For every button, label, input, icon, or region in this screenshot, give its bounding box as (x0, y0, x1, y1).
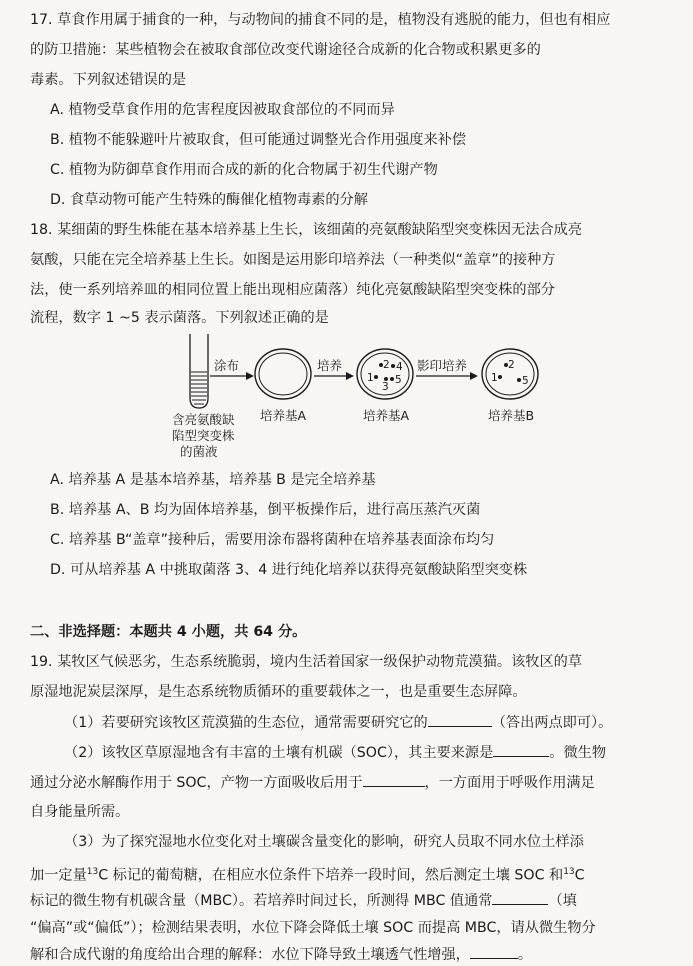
replica-plating-figure (170, 330, 550, 462)
q19-line-9 (30, 890, 577, 911)
answer-blank[interactable] (493, 742, 549, 757)
tube-label-line-3: 的菌液 (180, 444, 218, 459)
q18-option-a: A. 培养基 A 是基本培养基，培养基 B 是完全培养基 (50, 472, 376, 488)
q19-part3: （3）为了探究湿地水位变化对土壤碳含量变化的影响，研究人员取不同水位土样添 (64, 834, 584, 850)
q19-line-8 (30, 862, 585, 886)
answer-blank[interactable] (492, 890, 548, 905)
q19-line-1: 19. 某牧区气候恶劣，生态系统脆弱，境内生活着国家一级保护动物荒漠猫。该牧区的草 (30, 654, 583, 670)
q19-part2-tail: 。微生物 (549, 745, 607, 761)
q17-stem-line-3: 毒素。下列叙述错误的是 (30, 72, 187, 88)
q19-line-9-tail: （填 (548, 893, 577, 909)
colony-dot (498, 375, 502, 379)
q18-option-d: D. 可从培养基 A 中挑取菌落 3、4 进行纯化培养以获得亮氨酸缺陷型突变株 (50, 562, 528, 578)
q19-line-5-text: 通过分泌水解酶作用于 SOC，产物一方面吸收后用于 (30, 775, 363, 791)
petri-dish-empty (255, 349, 311, 399)
q17-option-b: B. 植物不能躲避叶片被取食，但可能通过调整光合作用强度来补偿 (50, 132, 467, 148)
q19-line-11-text: 解和合成代谢的角度给出合理的解释：水位下降导致土壤透气性增强， (30, 947, 470, 963)
superscript: 13 (563, 867, 575, 877)
answer-blank[interactable] (470, 944, 518, 959)
q18-option-c: C. 培养基 B“盖章”接种后，需要用涂布器将菌种在培养基表面涂布均匀 (50, 532, 495, 548)
q18-stem-line-1: 18. 某细菌的野生株能在基本培养基上生长，该细菌的亮氨酸缺陷型突变株因无法合成亮 (30, 222, 583, 238)
answer-blank[interactable] (363, 772, 425, 787)
tube-label-line-2: 陷型突变株 (172, 428, 235, 443)
q19-line-10: “偏高”或“偏低”）；检测结果表明，水位下降会降低土壤 SOC 而提高 MBC，请从微生物分 (30, 920, 596, 936)
q19-part1-text: （1）若要研究该牧区荒漠猫的生态位，通常需要研究它的 (64, 715, 428, 731)
q19-part1 (64, 712, 612, 733)
plate3-label: 培养基B (488, 408, 535, 423)
colony-dot (517, 378, 521, 382)
q19-line-5-tail: ，一方面用于呼吸作用满足 (424, 775, 595, 791)
q19-line-6: 自身能量所需。 (30, 804, 130, 820)
colony-label: 4 (396, 361, 403, 373)
q19-line-11 (30, 944, 532, 965)
arrow-spread-label: 涂布 (214, 358, 240, 373)
q17-option-c: C. 植物为防御草食作用而合成的新的化合物属于初生代谢产物 (50, 162, 438, 178)
q17-stem-line-1: 17. 草食作用属于捕食的一种，与动物间的捕食不同的是，植物没有逃脱的能力，但也有相应 (30, 12, 611, 28)
q19-part2-text: （2）该牧区草原湿地含有丰富的土壤有机碳（SOC），其主要来源是 (64, 745, 494, 761)
q19-line-2: 原湿地泥炭层深厚，是生态系统物质循环的重要载体之一，也是重要生态屏障。 (30, 684, 527, 700)
arrow-culture-label: 培养 (317, 358, 343, 373)
tube-label-line-1: 含亮氨酸缺 (172, 412, 235, 427)
arrow-culture (314, 372, 354, 380)
arrow-spread (210, 372, 254, 380)
arrow-replica-label: 影印培养 (417, 358, 468, 373)
arrow-replica (416, 372, 478, 380)
plate2-label: 培养基A (363, 408, 410, 423)
colony-label: 1 (367, 372, 374, 384)
q18-stem-line-2: 氨酸，只能在完全培养基上生长。如图是运用影印培养法（一种类似“盖章”的接种方 (30, 252, 556, 268)
q17-stem-line-2: 的防卫措施：某些植物会在被取食部位改变代谢途径合成新的化合物或积累更多的 (30, 42, 541, 58)
q19-line-9-text: 标记的微生物有机碳含量（MBC）。若培养时间过长，所测得 MBC 值通常 (30, 893, 493, 909)
superscript: 13 (86, 867, 99, 877)
q19-line-8-tail: C (574, 867, 585, 884)
colony-label: 5 (395, 374, 402, 386)
colony-label: 3 (382, 381, 389, 393)
q19-line-8-mid: C 标记的葡萄糖，在相应水位条件下培养一段时间，然后测定土壤 SOC 和 (98, 867, 564, 884)
q18-stem-line-3: 法，使一系列培养皿的相同位置上能出现相应菌落）纯化亮氨酸缺陷型突变株的部分 (30, 282, 555, 298)
colony-dot (390, 377, 394, 381)
q18-option-b: B. 培养基 A、B 均为固体培养基，倒平板操作后，进行高压蒸汽灭菌 (50, 502, 481, 518)
colony-label: 2 (508, 359, 515, 371)
section-heading: 二、非选择题：本题共 4 小题，共 64 分。 (30, 624, 307, 640)
colony-label: 1 (491, 372, 498, 384)
colony-label: 2 (383, 359, 390, 371)
plate1-label: 培养基A (260, 408, 307, 423)
answer-blank[interactable] (428, 712, 492, 727)
test-tube-icon (190, 334, 208, 408)
colony-label: 5 (522, 375, 529, 387)
colony-dot (391, 364, 395, 368)
colony-dot (374, 375, 378, 379)
q17-option-d: D. 食草动物可能产生特殊的酶催化植物毒素的分解 (50, 192, 368, 208)
q19-part1-tail: （答出两点即可）。 (491, 715, 613, 731)
q19-line-8-text: 加一定量 (30, 867, 87, 884)
q19-line-11-tail: 。 (517, 947, 533, 963)
q19-line-5 (30, 772, 595, 793)
q19-part2 (64, 742, 606, 763)
q17-option-a: A. 植物受草食作用的危害程度因被取食部位的不同而异 (50, 102, 395, 118)
q18-stem-line-4: 流程，数字 1 ~5 表示菌落。下列叙述正确的是 (30, 310, 329, 326)
